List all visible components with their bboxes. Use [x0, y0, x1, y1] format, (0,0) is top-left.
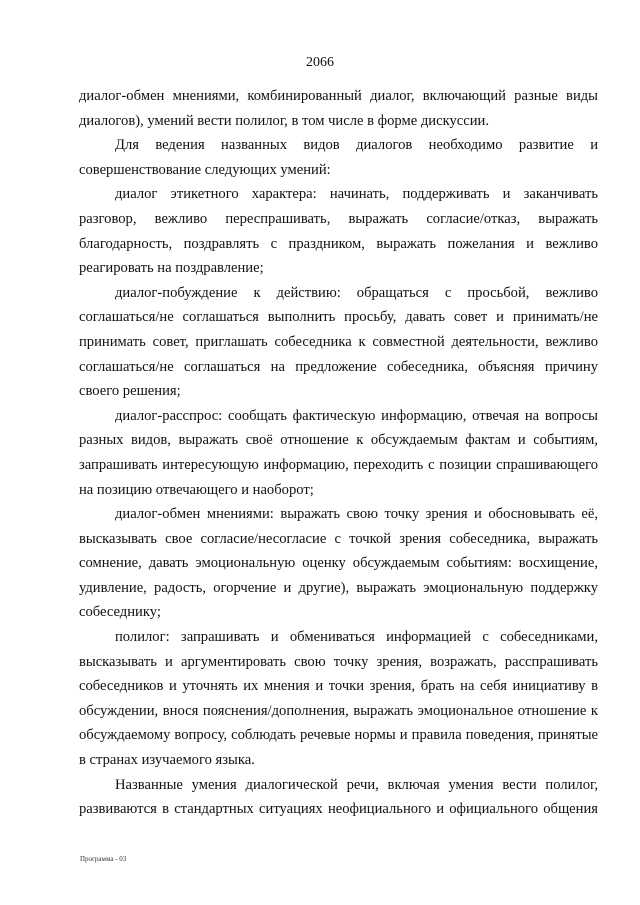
paragraph-7: полилог: запрашивать и обмениваться информацией с собеседниками, высказывать и аргументировать свою точку зрения, возражать, расспрашивать собеседников и уточнять их мнения и точки зрения, брать на себя инициативу в обсуждении, внося пояснения/дополнения, выражать эмоциональное отношение к обсуждаемому вопросу, соблюдать речевые нормы и правила поведения, принятые в странах изучаемого языка.	[79, 629, 598, 769]
paragraph-3: диалог этикетного характера: начинать, поддерживать и заканчивать разговор, вежливо переспрашивать, выражать согласие/отказ, выражать благодарность, поздравлять с праздником, выражать пожелания и вежливо реагировать на поздравление;	[79, 186, 598, 277]
page-footer: Программа - 03	[80, 855, 127, 863]
paragraph-6: диалог-обмен мнениями: выражать свою точку зрения и обосновывать её, высказывать свое согласие/несогласие с точкой зрения собеседника, выражать сомнение, давать эмоциональную оценку обсуждаемым событиям: восхищение, удивление, радость, огорчение и другие), выражать эмоциональную поддержку собеседнику;	[79, 506, 598, 621]
paragraph-8: Названные умения диалогической речи, включая умения вести полилог, развиваются в стандартных ситуациях неофициального и официального общения	[79, 776, 598, 818]
paragraph-1: диалог-обмен мнениями, комбинированный диалог, включающий разные виды диалогов), умений вести полилог, в том числе в форме дискуссии.	[79, 88, 598, 129]
body-text	[79, 84, 598, 822]
paragraph-4: диалог-побуждение к действию: обращаться с просьбой, вежливо соглашаться/не соглашаться выполнить просьбу, давать совет и принимать/не принимать совет, приглашать собеседника к совместной деятельности, вежливо соглашаться/не соглашаться на предложение собеседника, объясняя причину своего решения;	[79, 284, 598, 400]
paragraph-5: диалог-расспрос: сообщать фактическую информацию, отвечая на вопросы разных видов, выражать своё отношение к обсуждаемым фактам и событиям, запрашивать интересующую информацию, переходить с позиции спрашивающего на позицию отвечающего и наоборот;	[79, 407, 598, 498]
paragraph-2: Для ведения названных видов диалогов необходимо развитие и совершенствование следующих умений:	[79, 137, 598, 178]
page-number: 2066	[306, 55, 334, 70]
